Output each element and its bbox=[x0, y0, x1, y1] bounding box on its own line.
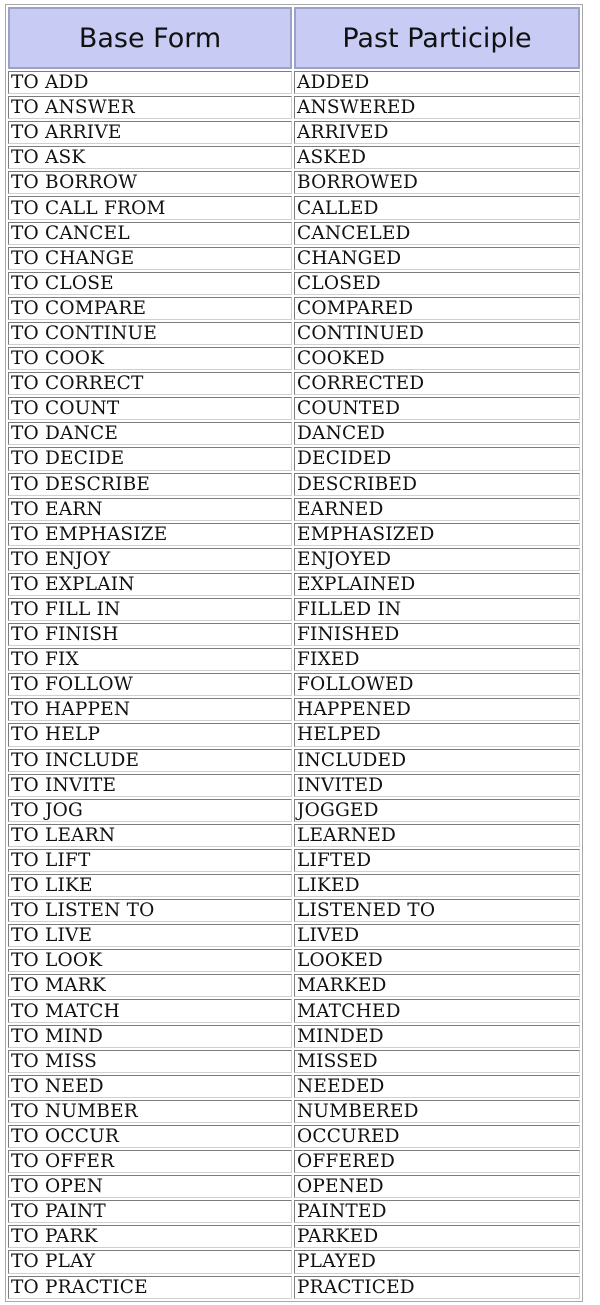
verb-table-container bbox=[5, 4, 583, 1302]
base-form-cell: TO OCCUR bbox=[8, 1125, 292, 1148]
base-form-cell: TO COUNT bbox=[8, 397, 292, 420]
table-row bbox=[8, 272, 580, 295]
base-form-cell: TO HELP bbox=[8, 723, 292, 746]
base-form-cell: TO CANCEL bbox=[8, 222, 292, 245]
verb-rows bbox=[8, 71, 580, 1299]
base-form-cell: TO OFFER bbox=[8, 1150, 292, 1173]
table-row bbox=[8, 1075, 580, 1098]
base-form-cell: TO INVITE bbox=[8, 774, 292, 797]
base-form-cell: TO CALL FROM bbox=[8, 196, 292, 219]
table-row bbox=[8, 372, 580, 395]
base-form-cell: TO EMPHASIZE bbox=[8, 523, 292, 546]
past-participle-cell: INVITED bbox=[294, 774, 580, 797]
table-row bbox=[8, 924, 580, 947]
past-participle-cell: HAPPENED bbox=[294, 698, 580, 721]
table-row bbox=[8, 297, 580, 320]
past-participle-cell: MARKED bbox=[294, 974, 580, 997]
base-form-cell: TO FILL IN bbox=[8, 598, 292, 621]
past-participle-cell: DANCED bbox=[294, 422, 580, 445]
table-row bbox=[8, 723, 580, 746]
past-participle-cell: LEARNED bbox=[294, 824, 580, 847]
table-row bbox=[8, 322, 580, 345]
base-form-cell: TO CHANGE bbox=[8, 247, 292, 270]
base-form-cell: TO LIFT bbox=[8, 849, 292, 872]
base-form-cell: TO PARK bbox=[8, 1225, 292, 1248]
past-participle-cell: FOLLOWED bbox=[294, 673, 580, 696]
past-participle-cell: OFFERED bbox=[294, 1150, 580, 1173]
past-participle-cell: JOGGED bbox=[294, 799, 580, 822]
base-form-cell: TO MISS bbox=[8, 1050, 292, 1073]
base-form-cell: TO NUMBER bbox=[8, 1100, 292, 1123]
base-form-cell: TO PRACTICE bbox=[8, 1276, 292, 1299]
base-form-cell: TO LOOK bbox=[8, 949, 292, 972]
table-row bbox=[8, 146, 580, 169]
base-form-cell: TO DANCE bbox=[8, 422, 292, 445]
past-participle-cell: PRACTICED bbox=[294, 1276, 580, 1299]
base-form-cell: TO MARK bbox=[8, 974, 292, 997]
base-form-cell: TO EXPLAIN bbox=[8, 573, 292, 596]
past-participle-cell: MINDED bbox=[294, 1025, 580, 1048]
table-row bbox=[8, 749, 580, 772]
base-form-cell: TO DECIDE bbox=[8, 447, 292, 470]
base-form-cell: TO FOLLOW bbox=[8, 673, 292, 696]
table-row bbox=[8, 1100, 580, 1123]
past-participle-cell: NUMBERED bbox=[294, 1100, 580, 1123]
past-participle-cell: CANCELED bbox=[294, 222, 580, 245]
table-row bbox=[8, 673, 580, 696]
past-participle-cell: COOKED bbox=[294, 347, 580, 370]
base-form-cell: TO INCLUDE bbox=[8, 749, 292, 772]
past-participle-cell: DESCRIBED bbox=[294, 473, 580, 496]
table-row bbox=[8, 196, 580, 219]
header-past-participle: Past Participle bbox=[294, 7, 580, 69]
past-participle-cell: ENJOYED bbox=[294, 548, 580, 571]
table-row bbox=[8, 573, 580, 596]
past-participle-cell: ADDED bbox=[294, 71, 580, 94]
base-form-cell: TO FINISH bbox=[8, 623, 292, 646]
base-form-cell: TO PLAY bbox=[8, 1250, 292, 1273]
table-row bbox=[8, 899, 580, 922]
past-participle-cell: PLAYED bbox=[294, 1250, 580, 1273]
past-participle-cell: PAINTED bbox=[294, 1200, 580, 1223]
base-form-cell: TO NEED bbox=[8, 1075, 292, 1098]
verb-table bbox=[6, 5, 582, 1301]
past-participle-cell: HELPED bbox=[294, 723, 580, 746]
table-row bbox=[8, 698, 580, 721]
table-row bbox=[8, 447, 580, 470]
header-row bbox=[8, 7, 580, 69]
table-row bbox=[8, 71, 580, 94]
base-form-cell: TO COMPARE bbox=[8, 297, 292, 320]
base-form-cell: TO EARN bbox=[8, 498, 292, 521]
past-participle-cell: LIVED bbox=[294, 924, 580, 947]
table-row bbox=[8, 397, 580, 420]
table-row bbox=[8, 999, 580, 1022]
base-form-cell: TO CORRECT bbox=[8, 372, 292, 395]
table-row bbox=[8, 1225, 580, 1248]
past-participle-cell: BORROWED bbox=[294, 171, 580, 194]
table-row bbox=[8, 874, 580, 897]
past-participle-cell: NEEDED bbox=[294, 1075, 580, 1098]
past-participle-cell: FIXED bbox=[294, 648, 580, 671]
table-row bbox=[8, 1125, 580, 1148]
table-row bbox=[8, 222, 580, 245]
base-form-cell: TO HAPPEN bbox=[8, 698, 292, 721]
table-row bbox=[8, 1050, 580, 1073]
past-participle-cell: CHANGED bbox=[294, 247, 580, 270]
past-participle-cell: LISTENED TO bbox=[294, 899, 580, 922]
table-row bbox=[8, 548, 580, 571]
past-participle-cell: CONTINUED bbox=[294, 322, 580, 345]
base-form-cell: TO LEARN bbox=[8, 824, 292, 847]
past-participle-cell: COMPARED bbox=[294, 297, 580, 320]
table-row bbox=[8, 849, 580, 872]
past-participle-cell: DECIDED bbox=[294, 447, 580, 470]
base-form-cell: TO DESCRIBE bbox=[8, 473, 292, 496]
past-participle-cell: INCLUDED bbox=[294, 749, 580, 772]
base-form-cell: TO ARRIVE bbox=[8, 121, 292, 144]
table-row bbox=[8, 422, 580, 445]
base-form-cell: TO JOG bbox=[8, 799, 292, 822]
table-row bbox=[8, 1200, 580, 1223]
table-row bbox=[8, 1276, 580, 1299]
table-row bbox=[8, 247, 580, 270]
base-form-cell: TO OPEN bbox=[8, 1175, 292, 1198]
base-form-cell: TO ENJOY bbox=[8, 548, 292, 571]
table-row bbox=[8, 974, 580, 997]
table-row bbox=[8, 96, 580, 119]
past-participle-cell: EXPLAINED bbox=[294, 573, 580, 596]
past-participle-cell: EARNED bbox=[294, 498, 580, 521]
base-form-cell: TO LIKE bbox=[8, 874, 292, 897]
past-participle-cell: PARKED bbox=[294, 1225, 580, 1248]
table-row bbox=[8, 824, 580, 847]
table-row bbox=[8, 1175, 580, 1198]
table-row bbox=[8, 774, 580, 797]
base-form-cell: TO LISTEN TO bbox=[8, 899, 292, 922]
table-row bbox=[8, 799, 580, 822]
base-form-cell: TO LIVE bbox=[8, 924, 292, 947]
past-participle-cell: MATCHED bbox=[294, 999, 580, 1022]
base-form-cell: TO MIND bbox=[8, 1025, 292, 1048]
table-row bbox=[8, 121, 580, 144]
base-form-cell: TO COOK bbox=[8, 347, 292, 370]
past-participle-cell: OCCURED bbox=[294, 1125, 580, 1148]
table-row bbox=[8, 171, 580, 194]
base-form-cell: TO ADD bbox=[8, 71, 292, 94]
table-row bbox=[8, 949, 580, 972]
base-form-cell: TO FIX bbox=[8, 648, 292, 671]
table-row bbox=[8, 347, 580, 370]
past-participle-cell: ARRIVED bbox=[294, 121, 580, 144]
base-form-cell: TO BORROW bbox=[8, 171, 292, 194]
past-participle-cell: CLOSED bbox=[294, 272, 580, 295]
past-participle-cell: COUNTED bbox=[294, 397, 580, 420]
base-form-cell: TO ANSWER bbox=[8, 96, 292, 119]
past-participle-cell: ANSWERED bbox=[294, 96, 580, 119]
table-row bbox=[8, 473, 580, 496]
past-participle-cell: CALLED bbox=[294, 196, 580, 219]
past-participle-cell: FINISHED bbox=[294, 623, 580, 646]
table-row bbox=[8, 1150, 580, 1173]
table-row bbox=[8, 498, 580, 521]
table-row bbox=[8, 598, 580, 621]
table-row bbox=[8, 523, 580, 546]
past-participle-cell: LIFTED bbox=[294, 849, 580, 872]
base-form-cell: TO MATCH bbox=[8, 999, 292, 1022]
base-form-cell: TO CLOSE bbox=[8, 272, 292, 295]
table-row bbox=[8, 1025, 580, 1048]
header-base-form: Base Form bbox=[8, 7, 292, 69]
past-participle-cell: OPENED bbox=[294, 1175, 580, 1198]
past-participle-cell: LIKED bbox=[294, 874, 580, 897]
table-row bbox=[8, 623, 580, 646]
past-participle-cell: CORRECTED bbox=[294, 372, 580, 395]
table-row bbox=[8, 1250, 580, 1273]
base-form-cell: TO PAINT bbox=[8, 1200, 292, 1223]
base-form-cell: TO CONTINUE bbox=[8, 322, 292, 345]
past-participle-cell: ASKED bbox=[294, 146, 580, 169]
table-row bbox=[8, 648, 580, 671]
past-participle-cell: FILLED IN bbox=[294, 598, 580, 621]
past-participle-cell: EMPHASIZED bbox=[294, 523, 580, 546]
past-participle-cell: LOOKED bbox=[294, 949, 580, 972]
base-form-cell: TO ASK bbox=[8, 146, 292, 169]
past-participle-cell: MISSED bbox=[294, 1050, 580, 1073]
